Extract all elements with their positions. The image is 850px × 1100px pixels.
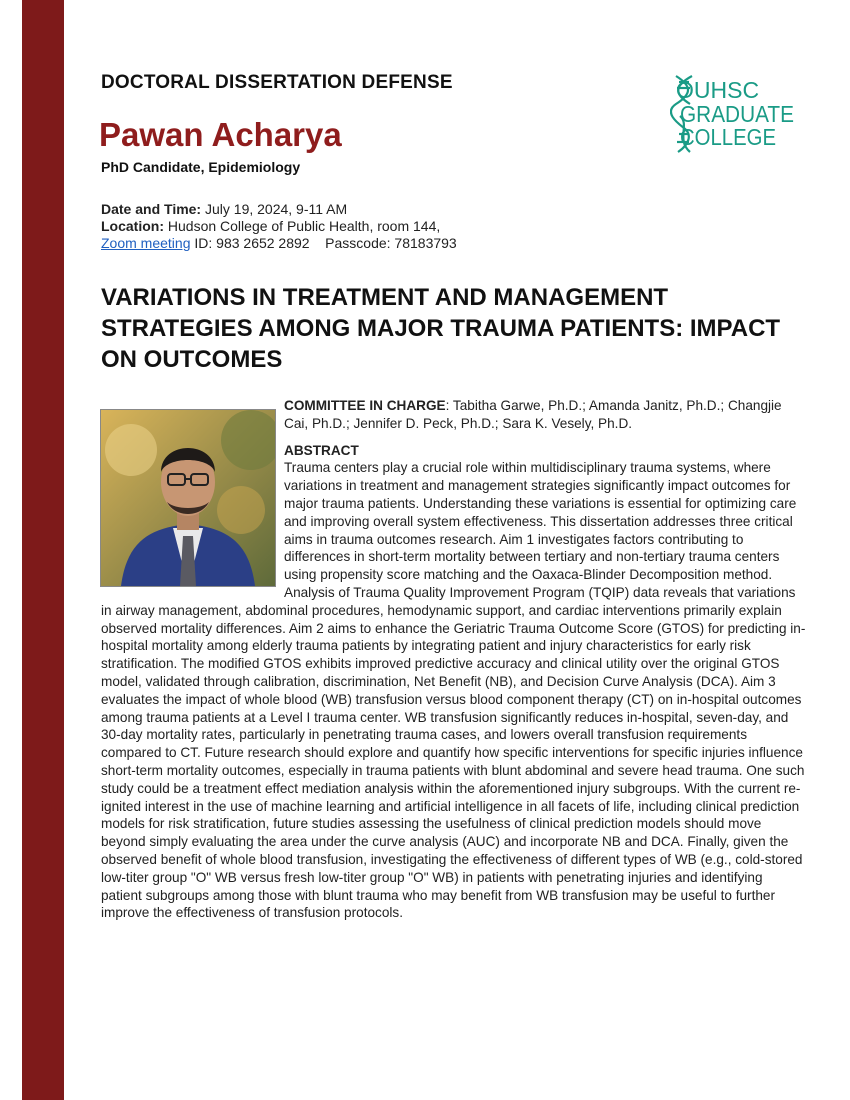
committee-members: : Tabitha Garwe, Ph.D.; Amanda Janitz, Ph.D.; Changjie Cai, Ph.D.; Jennifer D. Peck, Ph.D.; Sara K. Vesely, Ph.D. (284, 398, 782, 431)
date-time-row (101, 201, 751, 218)
abstract-text: Trauma centers play a crucial role within multidisciplinary trauma systems, where variations in treatment and management strategies significantly impact outcomes for major trauma patients. Understanding these variations is essential for optimizing care and improving overall system effectiveness. This dissertation addresses three critical aims in trauma outcomes research. Aim 1 investigates factors contributing to differences in short-term mortality between tertiary and non-tertiary trauma centers using propensity score matching and the Oaxaca-Blinder Decomposition method. Analysis of Trauma Quality Improvement Program (TQIP) data reveals that variations in airway management, abdominal procedures, hemodynamic support, and cardiac interventions primarily explain observed mortality differences. Aim 2 aims to enhance the Geriatric Trauma Outcome Score (GTOS) for predicting in-hospital mortality among elderly trauma patients by integrating patient and injury characteristics for early risk stratification. The modified GTOS exhibits improved predictive accuracy and clinical utility over the original GTOS model, validated through calibration, discrimination, Net Benefit (NB), and Decision Curve Analysis (DCA). Aim 3 evaluates the impact of whole blood (WB) transfusion versus blood component therapy (CT) on in-hospital outcomes among trauma patients at a Level I trauma center. WB transfusion significantly reduces in-hospital, seven-day, and 30-day mortality rates, particularly in penetrating trauma cases, and lowers overall transfusion requirements compared to CT. Future research should explore and quantify how specific interventions for specific injuries influence short-term mortality outcomes, especially in trauma patients with blunt abdominal and severe head trauma. One such study could be a treatment effect mediation analysis within the aforementioned injury subgroups. With the current re-ignited interest in the use of machine learning and artificial intelligence in all facets of life, including clinical prediction models for risk stratification, future studies assessing the usefulness of clinical prediction models should move beyond simply evaluating the area under the curve analysis (AUC) and incorporate NB and DCA. Finally, given the observed benefit of whole blood transfusion, investigating the effectiveness of different types of WB (e.g., cold-stored low-titer group "O" WB versus fresh low-titer group "O" WB) in patients with penetrating injuries and identifying patient subgroups among those with blunt trauma who may benefit from WB transfusion may be useful to further improve the effectiveness of transfusion protocols. (101, 460, 806, 921)
dna-helix-icon (670, 74, 800, 154)
left-accent-bar (22, 0, 64, 1100)
logo-line-3: COLLEGE (680, 124, 776, 150)
date-time-label: Date and Time: (101, 201, 202, 217)
abstract-label: ABSTRACT (284, 442, 359, 458)
zoom-id: ID: 983 2652 2892 (194, 235, 310, 251)
event-details (101, 201, 751, 252)
candidate-name: Pawan Acharya (99, 116, 342, 153)
zoom-passcode: Passcode: 78183793 (325, 235, 457, 251)
location-label: Location: (101, 218, 164, 234)
logo-line-1: OUHSC (676, 77, 760, 103)
ouhsc-graduate-college-logo (670, 74, 800, 154)
main-text (101, 397, 806, 922)
location-row (101, 218, 751, 235)
event-type-heading: DOCTORAL DISSERTATION DEFENSE (101, 72, 453, 93)
zoom-row (101, 235, 751, 252)
candidate-role: PhD Candidate, Epidemiology (101, 159, 301, 175)
logo-line-2: GRADUATE (680, 101, 794, 127)
committee-label: COMMITTEE IN CHARGE (284, 398, 446, 413)
dissertation-title: VARIATIONS IN TREATMENT AND MANAGEMENT STRATEGIES AMONG MAJOR TRAUMA PATIENTS: IMPACT ON OUTCOMES (101, 284, 781, 373)
zoom-meeting-link[interactable]: Zoom meeting (101, 235, 191, 251)
date-time-value: July 19, 2024, 9-11 AM (205, 201, 348, 217)
location-value: Hudson College of Public Health, room 144, (167, 218, 441, 234)
